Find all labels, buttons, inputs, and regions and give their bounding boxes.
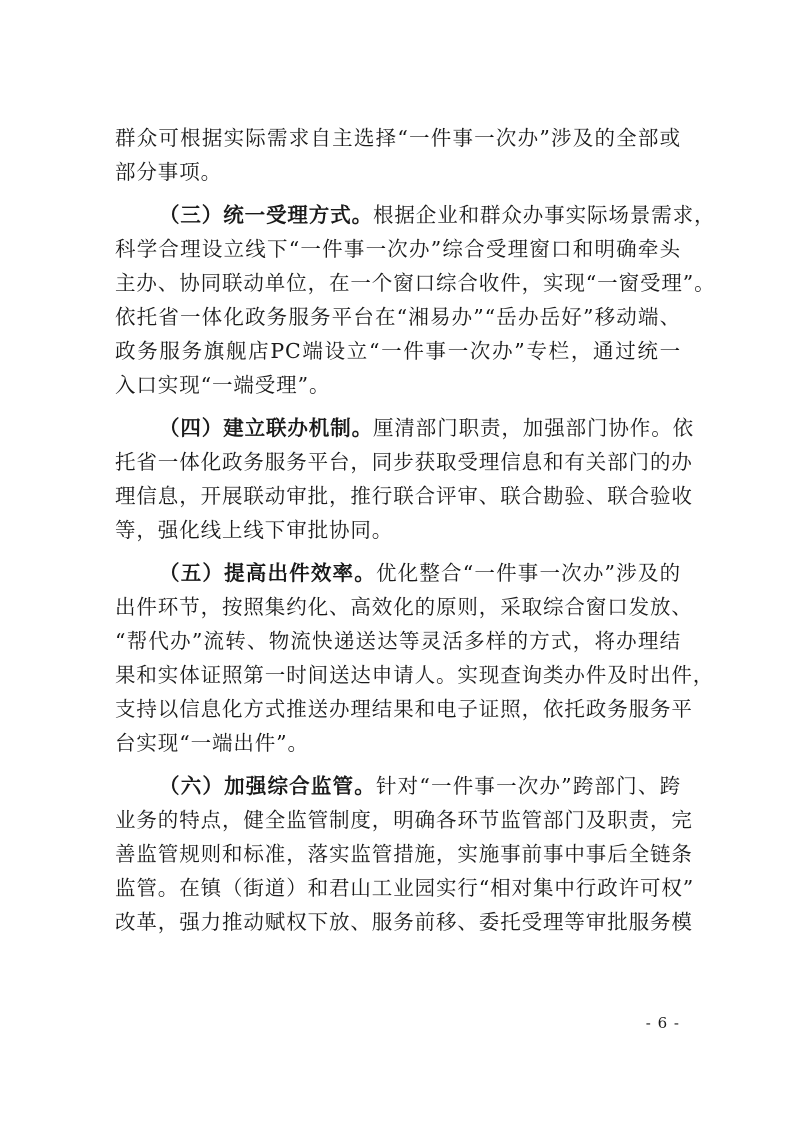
- text-line: 入口实现“一端受理”。: [115, 373, 331, 397]
- text-run: 厘清部门职责，加强部门协作。依: [373, 416, 694, 440]
- text-line: 主办、协同联动单位，在一个窗口综合收件，实现“一窗受理”。: [115, 271, 716, 295]
- text-line: 改革，强力推动赋权下放、服务前移、委托受理等审批服务模: [115, 910, 693, 934]
- text-line: [115, 198, 716, 232]
- section-heading: （五）提高出件效率。: [159, 561, 376, 585]
- text-line: [115, 411, 694, 445]
- paragraph: [115, 769, 695, 939]
- text-line: 科学合理设立线下“一件事一次办”综合受理窗口和明确牵头: [115, 237, 681, 261]
- text-line: 部分事项。: [115, 160, 222, 184]
- paragraph: [115, 121, 681, 189]
- text-run: 针对“一件事一次办”跨部门、跨: [375, 774, 681, 798]
- text-line: 依托省一体化政务服务平台在“湘易办”“岳办岳好”移动端、: [115, 305, 681, 329]
- text-line: “帮代办”流转、物流快递送达等灵活多样的方式，将办理结: [115, 629, 681, 653]
- text-line: 托省一体化政务服务平台，同步获取受理信息和有关部门的办: [115, 450, 693, 474]
- paragraph: [115, 411, 694, 547]
- document-body: [115, 121, 716, 939]
- text-line: 台实现“一端出件”。: [115, 731, 309, 755]
- paragraph: [115, 556, 715, 760]
- text-line: [115, 769, 681, 803]
- paragraph: [115, 198, 716, 402]
- text-line: 业务的特点，健全监管制度，明确各环节监管部门及职责，完: [115, 808, 693, 832]
- text-line: 政务服务旗舰店PC端设立“一件事一次办”专栏，通过统一: [115, 339, 681, 363]
- text-run: 优化整合“一件事一次办”涉及的: [375, 561, 681, 585]
- text-line: 监管。在镇（街道）和君山工业园实行“相对集中行政许可权”: [115, 876, 695, 900]
- text-line: 出件环节，按照集约化、高效化的原则，采取综合窗口发放、: [115, 595, 693, 619]
- text-line: 支持以信息化方式推送办理结果和电子证照，依托政务服务平: [115, 697, 693, 721]
- text-line: 群众可根据实际需求自主选择“一件事一次办”涉及的全部或: [115, 126, 681, 150]
- text-line: 善监管规则和标准，落实监管措施，实施事前事中事后全链条: [115, 842, 693, 866]
- section-heading: （六）加强综合监管。: [159, 774, 376, 798]
- text-line: [115, 556, 681, 590]
- text-run: 根据企业和群众办事实际场景需求，: [373, 203, 716, 227]
- section-heading: （四）建立联办机制。: [159, 416, 373, 440]
- page-number: - 6 -: [645, 1014, 680, 1032]
- text-line: 理信息，开展联动审批，推行联合评审、联合勘验、联合验收: [115, 484, 693, 508]
- text-line: 等，强化线上线下审批协同。: [115, 518, 394, 542]
- section-heading: （三）统一受理方式。: [159, 203, 373, 227]
- text-line: 果和实体证照第一时间送达申请人。实现查询类办件及时出件，: [115, 663, 715, 687]
